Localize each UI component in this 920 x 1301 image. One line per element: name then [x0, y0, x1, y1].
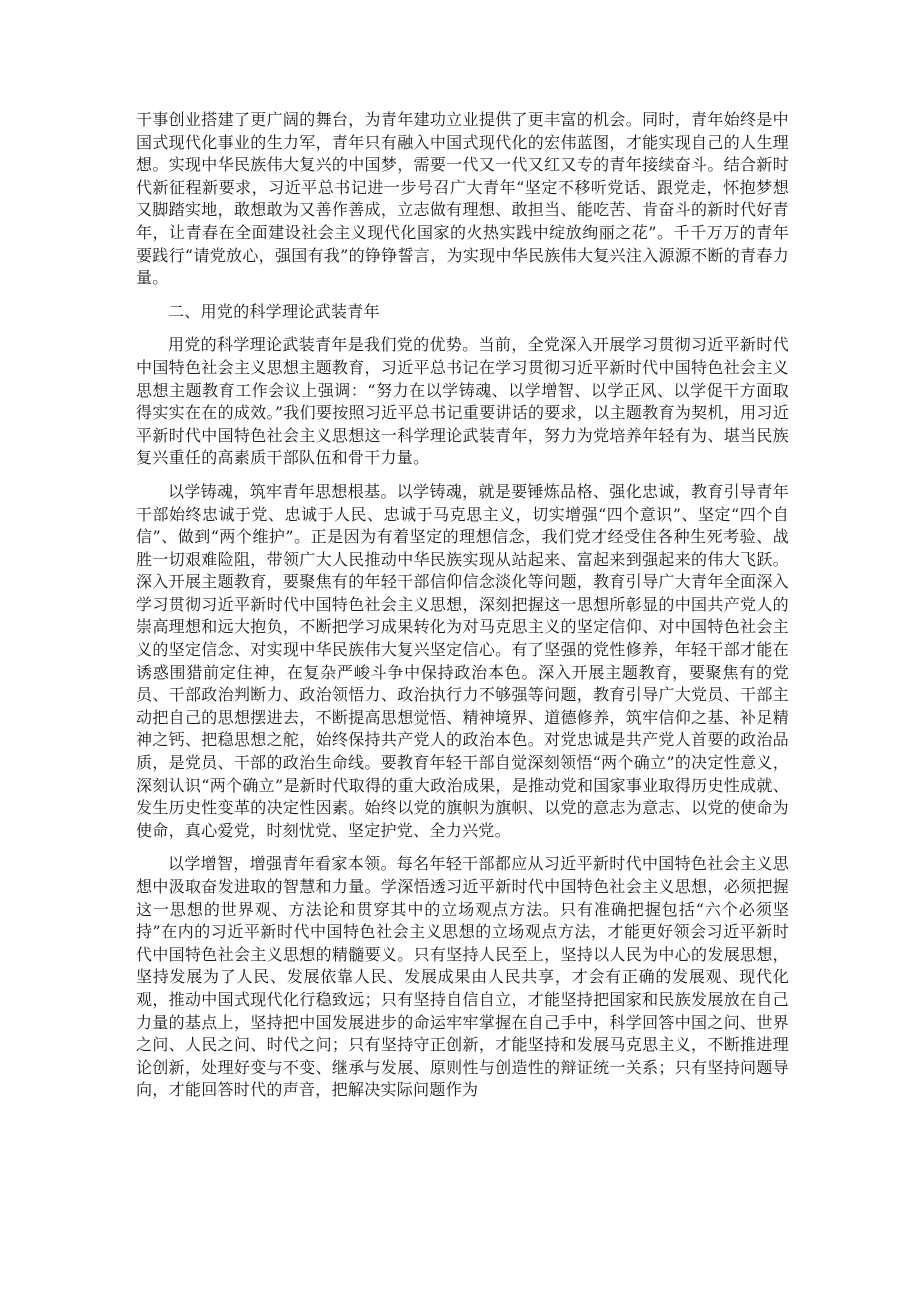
document-page: [136, 109, 789, 1113]
paragraph-soul: 以学铸魂，筑牢青年思想根基。以学铸魂，就是要锤炼品格、强化忠诚，教育引导青年干部始终忠诚于党、忠诚于人民、忠诚于马克思主义，切实增强“四个意识”、坚定“四个自信”、做到“两个维护”。正是因为有着坚定的理想信念，我们党才经受住各种生死考验、战胜一切艰难险阻，带领广大人民推动中华民族实现从站起来、富起来到强起来的伟大飞跃。深入开展主题教育，要聚焦有的年轻干部信仰信念淡化等问题，教育引导广大青年全面深入学习贯彻习近平新时代中国特色社会主义思想，深刻把握这一思想所彰显的中国共产党人的崇高理想和远大抱负，不断把学习成果转化为对马克思主义的坚定信仰、对中国特色社会主义的坚定信念、对实现中华民族伟大复兴坚定信心。有了坚强的党性修养，年轻干部才能在诱惑围猎前定住神，在复杂严峻斗争中保持政治本色。深入开展主题教育，要聚焦有的党员、干部政治判断力、政治领悟力、政治执行力不够强等问题，教育引导广大党员、干部主动把自己的思想摆进去，不断提高思想觉悟、精神境界、道德修养，筑牢信仰之基、补足精神之钙、把稳思想之舵，始终保持共产党人的政治本色。对党忠诚是共产党人首要的政治品质，是党员、干部的政治生命线。要教育年轻干部自觉深刻领悟“两个确立”的决定性意义，深刻认识“两个确立”是新时代取得的重大政治成果，是推动党和国家事业取得历史性成就、发生历史性变革的决定性因素。始终以党的旗帜为旗帜、以党的意志为意志、以党的使命为使命，真心爱党，时刻忧党、坚定护党、全力兴党。: [136, 481, 789, 840]
section-heading: 二、用党的科学理论武装青年: [168, 301, 380, 321]
paragraph-wisdom: 以学增智，增强青年看家本领。每名年轻干部都应从习近平新时代中国特色社会主义思想中汲取奋发进取的智慧和力量。学深悟透习近平新时代中国特色社会主义思想，必须把握这一思想的世界观、方法论和贯穿其中的立场观点方法。只有准确把握包括“六个必须坚持”在内的习近平新时代中国特色社会主义思想的立场观点方法，才能更好领会习近平新时代中国特色社会主义思想的精髓要义。只有坚持人民至上，坚持以人民为中心的发展思想，坚持发展为了人民、发展依靠人民、发展成果由人民共享，才会有正确的发展观、现代化观，推动中国式现代化行稳致远；只有坚持自信自立，才能坚持把国家和民族发展放在自己力量的基点上，坚持把中国发展进步的命运牢牢掌握在自己手中，科学回答中国之问、世界之问、人民之问、时代之问；只有坚持守正创新，才能坚持和发展马克思主义，不断推进理论创新，处理好变与不变、继承与发展、原则性与创造性的辩证统一关系；只有坚持问题导向，才能回答时代的声音，把解决实际问题作为: [136, 854, 789, 1100]
paragraph-intro: 用党的科学理论武装青年是我们党的优势。当前，全党深入开展学习贯彻习近平新时代中国特色社会主义思想主题教育，习近平总书记在学习贯彻习近平新时代中国特色社会主义思想主题教育工作会议上强调：“努力在以学铸魂、以学增智、以学正风、以学促干方面取得实实在在的成效。”我们要按照习近平总书记重要讲话的要求，以主题教育为契机，用习近平新时代中国特色社会主义思想这一科学理论武装青年，努力为党培养年轻有为、堪当民族复兴重任的高素质干部队伍和骨干力量。: [136, 335, 789, 468]
paragraph-continuation: 干事创业搭建了更广阔的舞台，为青年建功立业提供了更丰富的机会。同时，青年始终是中国式现代化事业的生力军，青年只有融入中国式现代化的宏伟蓝图，才能实现自己的人生理想。实现中华民族伟大复兴的中国梦，需要一代又一代又红又专的青年接续奋斗。结合新时代新征程新要求，习近平总书记进一步号召广大青年“坚定不移听党话、跟党走，怀抱梦想又脚踏实地，敢想敢为又善作善成，立志做有理想、敢担当、能吃苦、肯奋斗的新时代好青年，让青春在全面建设社会主义现代化国家的火热实践中绽放绚丽之花”。千千万万的青年要践行“请党放心，强国有我”的铮铮誓言，为实现中华民族伟大复兴注入源源不断的青春力量。: [136, 110, 789, 288]
